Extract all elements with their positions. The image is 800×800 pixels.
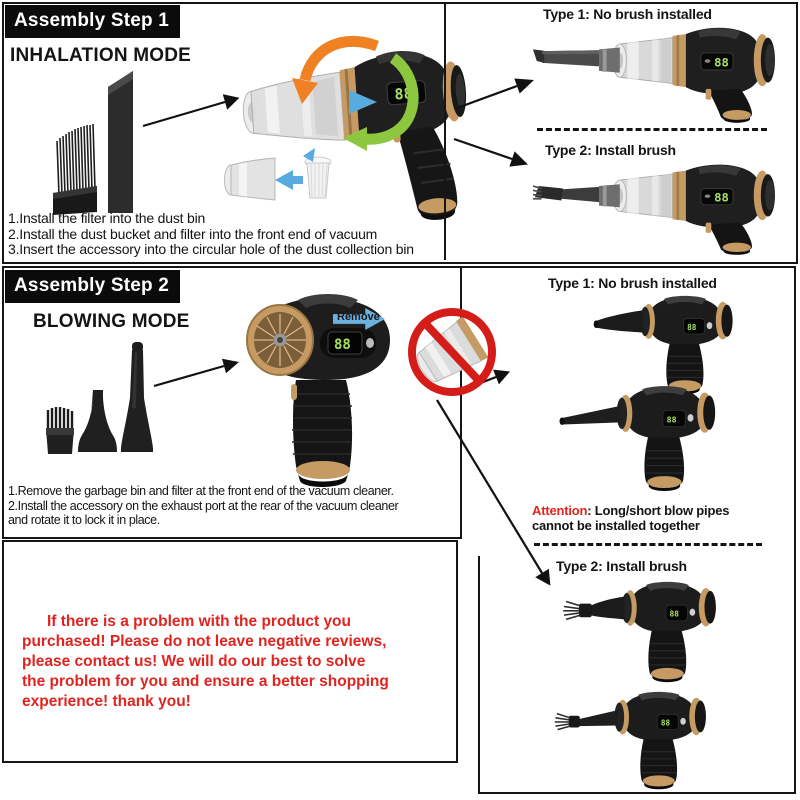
step1-type2-label: Type 2: Install brush (545, 142, 676, 158)
instruction-line: 2.Install the accessory on the exhaust port at the rear of the vacuum cleaner (8, 498, 399, 513)
step1-type1-vacuum-illustration (533, 26, 783, 123)
notice-text-line: the problem for you and ensure a better shopping (22, 673, 389, 690)
notice-text-line: purchased! Please do not leave negative reviews, (22, 633, 387, 650)
step2-bottom-border (478, 792, 796, 794)
step2-type2-vacuum-brush-cone-illustration (560, 578, 732, 685)
step1-type2-vacuum-illustration (533, 163, 783, 255)
dust-bucket-filter-illustration (225, 148, 332, 200)
arrow-icon (452, 133, 532, 171)
notice-text-line: please contact us! We will do our best to solve (22, 653, 366, 670)
step2-type1-vacuum-pipe-illustration (552, 382, 732, 494)
step2-top-border (458, 266, 796, 268)
remove-label: Remove (337, 311, 380, 323)
notice-text (22, 612, 389, 712)
step1-accessories-illustration (45, 65, 140, 215)
display-digits: 88 (334, 337, 351, 353)
instruction-line: 2.Install the dust bucket and filter into the front end of vacuum (8, 225, 378, 242)
step2-type1-label: Type 1: No brush installed (548, 275, 717, 291)
instruction-line: 1.Remove the garbage bin and filter at the front end of the vacuum cleaner. (8, 484, 394, 498)
notice-text-line: experience! thank you! (22, 693, 191, 710)
step1-badge: Assembly Step 1 (5, 5, 180, 38)
prohibited-dustbin-illustration (398, 298, 506, 410)
arrow-icon (455, 76, 537, 112)
instruction-line: 3.Insert the accessory into the circular hole of the dust collection bin (8, 241, 414, 257)
display-digits: 88 (393, 84, 414, 104)
step2-right-border (794, 266, 796, 794)
dashed-divider (534, 543, 762, 546)
step1-type1-label: Type 1: No brush installed (543, 6, 712, 22)
round-brush-bristles (48, 407, 72, 430)
step2-instructions (8, 484, 398, 528)
step1-instructions (8, 211, 414, 258)
instruction-line: and rotate it to lock it in place. (8, 513, 160, 527)
attention-note: Attention: Long/short blow pipes cannot be installed together (532, 503, 730, 533)
comb-brush-bristles (57, 124, 95, 195)
step2-badge: Assembly Step 2 (5, 270, 180, 303)
step1-mode-label: INHALATION MODE (10, 45, 192, 66)
step2-type2-vacuum-brush-pipe-illustration (548, 688, 728, 792)
dashed-divider (537, 128, 767, 131)
instruction-line: 1.Install the filter into the dust bin (8, 210, 206, 226)
step2-mode-label: BLOWING MODE (33, 311, 190, 332)
step1-vacuum-illustration (215, 28, 470, 233)
step2-type2-label: Type 2: Install brush (556, 558, 687, 574)
notice-text-line: If there is a problem with the product you (47, 613, 351, 630)
attention-label: Attention (532, 503, 588, 518)
step2-blower-illustration (228, 288, 413, 488)
step1-panel-divider (444, 2, 446, 260)
step2-accessories-illustration (38, 338, 163, 460)
